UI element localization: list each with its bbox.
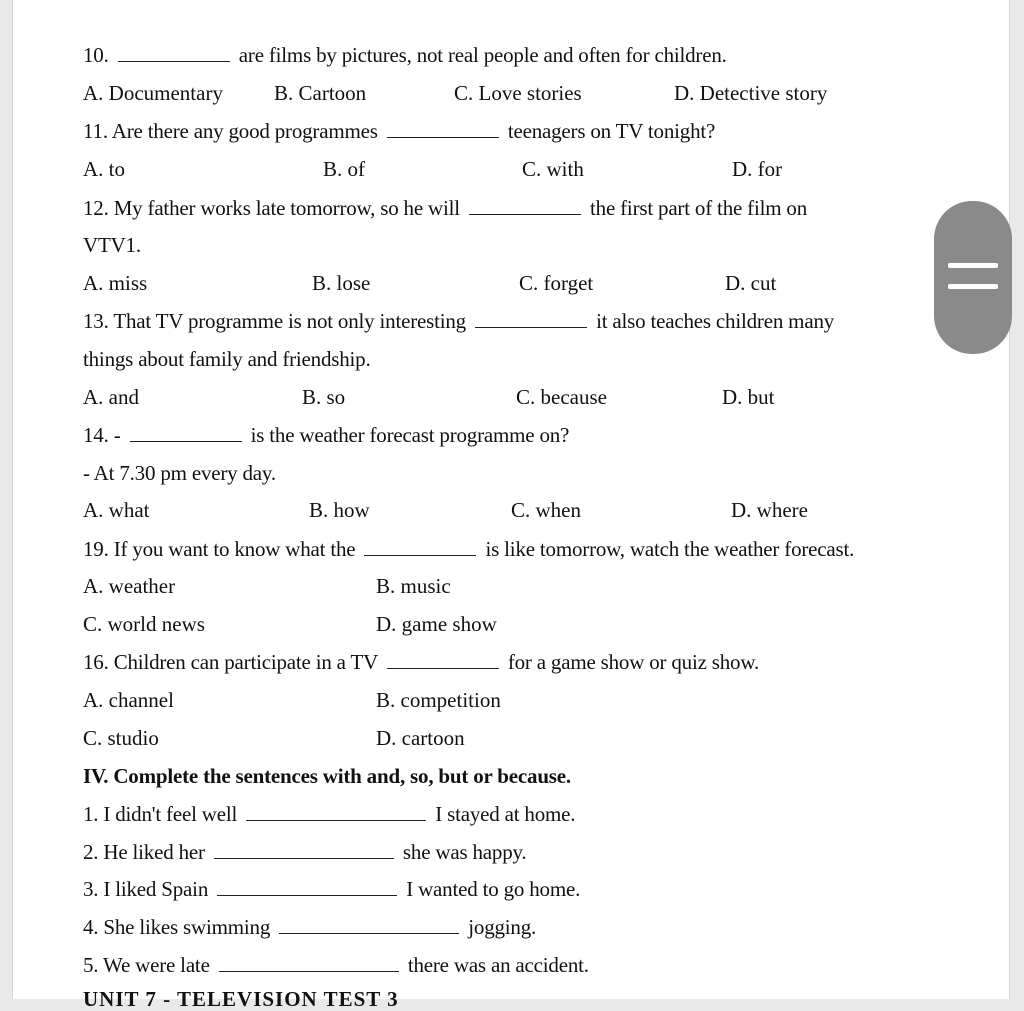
question-text: is the weather forecast programme on? [250,423,570,447]
answer-blank [364,537,476,556]
option-a: A. Documentary [83,81,223,105]
question-13-continued: things about family and friendship. [83,347,371,371]
answer-blank [279,915,459,934]
question-10 [83,43,727,67]
next-unit-heading: UNIT 7 - TELEVISION TEST 3 [83,987,399,1011]
question-text: 14. - [83,423,121,447]
question-13 [83,309,834,333]
question-text: 19. If you want to know what the [83,537,356,561]
option-a: A. weather [83,574,176,598]
answer-blank [217,877,397,896]
section-heading: IV. Complete the sentences with and, so, but or because. [83,764,571,788]
answer-blank [246,802,426,821]
sentence-2 [83,840,526,864]
option-d: D. but [722,385,775,409]
option-b: B. of [323,157,365,181]
question-text: 16. Children can participate in a TV [83,650,378,674]
question-11 [83,119,715,143]
answer-blank [130,423,242,442]
option-b: B. how [309,498,370,522]
answer-blank [118,43,230,62]
question-14-answer: - At 7.30 pm every day. [83,461,276,485]
option-b: B. music [376,574,451,598]
option-c: C. forget [519,271,594,295]
option-c: C. with [522,157,584,181]
grip-icon [948,263,998,268]
question-text: for a game show or quiz show. [507,650,760,674]
question-19 [83,537,854,561]
question-text: 11. Are there any good programmes [83,119,378,143]
sentence-4 [83,915,536,939]
question-12-continued: VTV1. [83,233,141,257]
option-d: D. Detective story [674,81,828,105]
option-b: B. Cartoon [274,81,367,105]
option-d: D. cartoon [376,726,465,750]
sentence-text: 4. She likes swimming [83,915,271,939]
question-12 [83,196,807,220]
sentence-text: I stayed at home. [435,802,576,826]
question-text: 12. My father works late tomorrow, so he will [83,196,460,220]
sentence-text: 5. We were late [83,953,210,977]
answer-blank [387,650,499,669]
document-page [12,0,1010,1011]
option-a: A. channel [83,688,174,712]
question-text: it also teaches children many [596,309,835,333]
sentence-text: 2. He liked her [83,840,205,864]
sentence-text: she was happy. [402,840,527,864]
answer-blank [214,840,394,859]
sentence-text: 3. I liked Spain [83,877,209,901]
option-a: A. miss [83,271,148,295]
option-b: B. lose [312,271,371,295]
option-d: D. for [732,157,783,181]
option-c: C. because [516,385,607,409]
sentence-text: jogging. [468,915,537,939]
sentence-1 [83,802,575,826]
option-c: C. when [511,498,581,522]
answer-blank [475,309,587,328]
question-text: 13. That TV programme is not only interesting [83,309,466,333]
sentence-text: 1. I didn't feel well [83,802,238,826]
question-text: the first part of the film on [590,196,808,220]
option-a: A. and [83,385,139,409]
scroll-handle[interactable] [934,201,1012,354]
answer-blank [387,119,499,138]
sentence-text: there was an accident. [407,953,589,977]
question-text: teenagers on TV tonight? [507,119,716,143]
question-text: is like tomorrow, watch the weather forecast. [485,537,855,561]
option-c: C. world news [83,612,205,636]
answer-blank [469,196,581,215]
question-16 [83,650,759,674]
answer-blank [219,953,399,972]
option-d: D. game show [376,612,497,636]
option-d: D. cut [725,271,777,295]
option-c: C. studio [83,726,159,750]
option-a: A. to [83,157,125,181]
option-b: B. competition [376,688,501,712]
option-c: C. Love stories [454,81,582,105]
grip-icon [948,284,998,289]
sentence-text: I wanted to go home. [406,877,581,901]
option-d: D. where [731,498,808,522]
option-a: A. what [83,498,150,522]
option-b: B. so [302,385,346,409]
question-number: 10. [83,43,109,67]
sentence-3 [83,877,580,901]
question-14 [83,423,569,447]
question-text: are films by pictures, not real people and often for children. [238,43,727,67]
sentence-5 [83,953,589,977]
